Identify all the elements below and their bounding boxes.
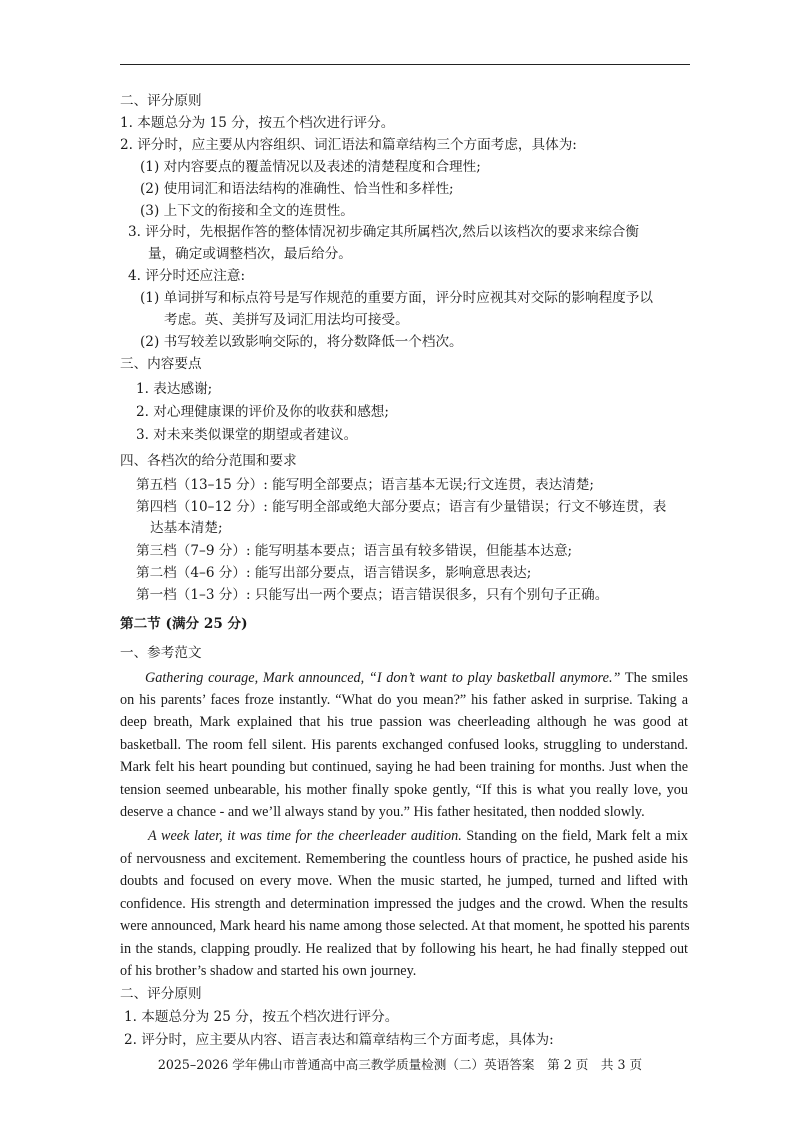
essay-line: of his brother’s shadow and started his own journey. xyxy=(120,963,417,979)
essay-line: in the stands, clapping proudly. He realized that by following his heart, he had finally stepped out xyxy=(120,941,688,957)
sample-heading: 一、参考范文 xyxy=(120,645,202,661)
level-5: 第五档（13–15 分）: 能写明全部要点；语言基本无误;行文连贯，表达清楚; xyxy=(136,477,594,493)
principle-3-line-2: 量，确定或调整档次，最后给分。 xyxy=(148,246,352,262)
essay-line: confidence. His strength and determination impressed the judges and the crowd. When the results xyxy=(120,896,688,912)
essay-line: were announced, Mark heard his name among those selected. At that moment, he spotted his parents xyxy=(120,918,690,934)
point-1: 1. 表达感谢; xyxy=(136,381,213,397)
principle-1: 1. 本题总分为 15 分，按五个档次进行评分。 xyxy=(120,115,395,131)
principles-heading: 二、评分原则 xyxy=(120,93,202,109)
essay-line: of nervousness and excitement. Remembering the countless hours of practice, he pushed aside his xyxy=(120,851,688,867)
principle-2-item-2: (2) 使用词汇和语法结构的准确性、恰当性和多样性; xyxy=(140,181,454,197)
principle-4: 4. 评分时还应注意: xyxy=(128,268,246,284)
point-2: 2. 对心理健康课的评价及你的收获和感想; xyxy=(136,404,389,420)
essay-line: deserve a chance - and we’ll always stand by you.” His father hesitated, then nodded slowly. xyxy=(120,804,645,820)
principle-2-item-1: (1) 对内容要点的覆盖情况以及表述的清楚程度和合理性; xyxy=(140,159,481,175)
principle-4-item-1-line-2: 考虑。英、美拼写及词汇用法均可接受。 xyxy=(164,312,409,328)
principle-2: 2. 评分时，应主要从内容组织、词汇语法和篇章结构三个方面考虑，具体为: xyxy=(120,137,577,153)
essay-line: basketball. The room fell silent. His parents exchanged confused looks, struggling to understand. xyxy=(120,737,688,753)
s2-principles-heading: 二、评分原则 xyxy=(120,986,202,1002)
essay-line: Gathering courage, Mark announced, “I don’t want to play basketball anymore.” The smiles xyxy=(145,670,688,686)
point-3: 3. 对未来类似课堂的期望或者建议。 xyxy=(136,427,358,443)
points-heading: 三、内容要点 xyxy=(120,356,202,372)
s2-principle-1: 1. 本题总分为 25 分，按五个档次进行评分。 xyxy=(124,1009,399,1025)
essay-line: A week later, it was time for the cheerleader audition. Standing on the field, Mark felt a mix xyxy=(148,828,689,844)
level-1: 第一档（1–3 分）: 只能写出一两个要点；语言错误很多，只有个别句子正确。 xyxy=(136,587,609,603)
essay-line: doubts and focused on every move. When the music started, he jumped, turned and lifted with xyxy=(120,873,688,889)
section-2-title: 第二节 (满分 25 分) xyxy=(120,616,248,632)
level-4-line-1: 第四档（10–12 分）: 能写明全部或绝大部分要点；语言有少量错误；行文不够连贯，表 xyxy=(136,499,667,515)
principle-4-item-2: (2) 书写较差以致影响交际的，将分数降低一个档次。 xyxy=(140,334,463,350)
essay-line: on his parents’ faces froze instantly. “What do you mean?” his father asked in surprise. Taking a xyxy=(120,692,688,708)
essay-line: Mark felt his heart pounding but continued, saying he had been training for months. Just when the xyxy=(120,759,688,775)
essay-line: tension seemed unbearable, his mother finally spoke gently, “If this is what you really love, you xyxy=(120,782,688,798)
page-footer: 2025–2026 学年佛山市普通高中高三教学质量检测（二）英语答案 第 2 页 共 3 页 xyxy=(157,1057,643,1072)
header-rule xyxy=(120,64,690,65)
principle-3-line-1: 3. 评分时，先根据作答的整体情况初步确定其所属档次,然后以该档次的要求来综合衡 xyxy=(128,224,639,240)
level-4-line-2: 达基本清楚; xyxy=(150,520,223,536)
principle-4-item-1-line-1: (1) 单词拼写和标点符号是写作规范的重要方面，评分时应视其对交际的影响程度予以 xyxy=(140,290,653,306)
principle-2-item-3: (3) 上下文的衔接和全文的连贯性。 xyxy=(140,203,354,219)
essay-line: deep breath, Mark explained that his true passion was cheerleading although he was good at xyxy=(120,714,688,730)
level-3: 第三档（7–9 分）: 能写明基本要点；语言虽有较多错误，但能基本达意; xyxy=(136,543,573,559)
level-2: 第二档（4–6 分）: 能写出部分要点，语言错误多，影响意思表达; xyxy=(136,565,532,581)
s2-principle-2: 2. 评分时，应主要从内容、语言表达和篇章结构三个方面考虑，具体为: xyxy=(124,1032,554,1048)
levels-heading: 四、各档次的给分范围和要求 xyxy=(120,453,297,469)
